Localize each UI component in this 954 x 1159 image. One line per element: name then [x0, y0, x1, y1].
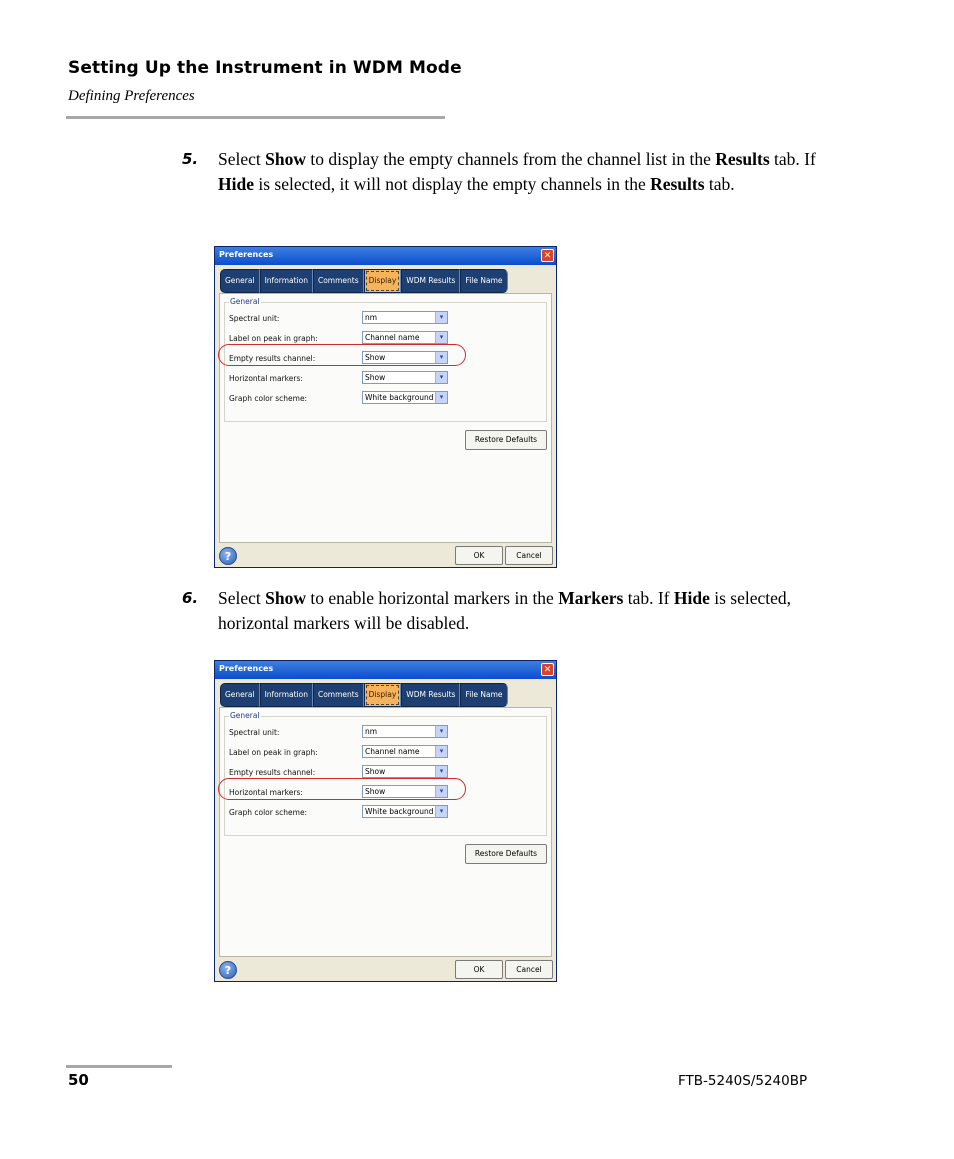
step-keyword: Show [265, 588, 306, 608]
field-label: Graph color scheme: [229, 808, 308, 817]
field-label: Graph color scheme: [229, 394, 308, 403]
chevron-down-icon[interactable]: ▾ [435, 786, 447, 797]
step-keyword: Markers [558, 588, 624, 608]
tab-information[interactable]: Information [260, 269, 313, 293]
field-label: Label on peak in graph: [229, 748, 318, 757]
chevron-down-icon[interactable]: ▾ [435, 766, 447, 777]
chevron-down-icon[interactable]: ▾ [435, 372, 447, 383]
tab-wdm-results[interactable]: WDM Results [401, 683, 460, 707]
header-rule [66, 116, 445, 119]
graph-color-scheme-row [229, 391, 451, 407]
group-label: General [230, 711, 260, 720]
help-icon[interactable]: ? [219, 961, 237, 979]
select-value: Show [365, 373, 386, 382]
tab-display[interactable]: Display [364, 683, 402, 707]
step-text: is selected, horizontal markers will be disabled. [218, 588, 792, 633]
step-keyword: Show [265, 149, 306, 169]
horizontal-markers-select[interactable] [362, 371, 448, 384]
section-subtitle: Defining Preferences [68, 88, 195, 104]
close-icon[interactable]: ✕ [541, 663, 554, 676]
label-on-peak-select[interactable] [362, 331, 448, 344]
chevron-down-icon[interactable]: ▾ [435, 806, 447, 817]
step-number: 5. [182, 150, 199, 168]
chevron-down-icon[interactable]: ▾ [435, 352, 447, 363]
product-model: FTB-5240S/5240BP [678, 1073, 808, 1089]
tab-display[interactable]: Display [364, 269, 402, 293]
label-on-peak-row [229, 745, 451, 761]
select-value: Show [365, 353, 386, 362]
field-label: Empty results channel: [229, 354, 316, 363]
select-value: nm [365, 727, 378, 736]
tab-general[interactable]: General [220, 683, 260, 707]
select-value: nm [365, 313, 378, 322]
spectral-unit-row [229, 311, 451, 327]
dialog-title: Preferences [219, 664, 274, 673]
step-text: tab. If [769, 149, 816, 169]
ok-button[interactable]: OK [455, 546, 503, 565]
spectral-unit-select[interactable] [362, 725, 448, 738]
restore-defaults-button[interactable]: Restore Defaults [465, 430, 547, 450]
chevron-down-icon[interactable]: ▾ [435, 726, 447, 737]
dialog-title-bar [215, 661, 556, 679]
preferences-dialog-screenshot-1 [214, 246, 557, 568]
chevron-down-icon[interactable]: ▾ [435, 312, 447, 323]
tab-bar [220, 269, 508, 293]
field-label: Spectral unit: [229, 314, 280, 323]
cancel-button[interactable]: Cancel [505, 546, 553, 565]
step-text: tab. [704, 174, 735, 194]
tab-comments[interactable]: Comments [313, 683, 364, 707]
dialog-title-bar [215, 247, 556, 265]
step-keyword: Hide [673, 588, 710, 608]
footer-rule [66, 1065, 172, 1068]
tab-wdm-results[interactable]: WDM Results [401, 269, 460, 293]
graph-color-scheme-select[interactable] [362, 805, 448, 818]
select-value: Channel name [365, 747, 420, 756]
label-on-peak-select[interactable] [362, 745, 448, 758]
cancel-button[interactable]: Cancel [505, 960, 553, 979]
step-text: to enable horizontal markers in the [306, 588, 559, 608]
graph-color-scheme-row [229, 805, 451, 821]
chevron-down-icon[interactable]: ▾ [435, 392, 447, 403]
spectral-unit-row [229, 725, 451, 741]
step-number: 6. [182, 589, 199, 607]
select-value: Show [365, 767, 386, 776]
dialog-title: Preferences [219, 250, 274, 259]
spectral-unit-select[interactable] [362, 311, 448, 324]
field-label: Label on peak in graph: [229, 334, 318, 343]
step-text: Select [218, 149, 266, 169]
select-value: White background [365, 393, 434, 402]
step-text: is selected, it will not display the empty channels in the [253, 174, 651, 194]
tab-file-name[interactable]: File Name [460, 683, 507, 707]
ok-button[interactable]: OK [455, 960, 503, 979]
close-icon[interactable]: ✕ [541, 249, 554, 262]
step-keyword: Results [715, 149, 770, 169]
step-keyword: Hide [218, 174, 254, 194]
horizontal-markers-row [229, 371, 451, 387]
empty-results-channel-select[interactable] [362, 765, 448, 778]
field-label: Spectral unit: [229, 728, 280, 737]
step-text: to display the empty channels from the channel list in the [306, 149, 716, 169]
tab-general[interactable]: General [220, 269, 260, 293]
display-panel [219, 293, 552, 543]
group-label: General [230, 297, 260, 306]
general-group [224, 711, 547, 836]
step-5 [182, 147, 818, 197]
step-text: Select [218, 588, 266, 608]
field-label: Horizontal markers: [229, 374, 303, 383]
field-label: Empty results channel: [229, 768, 316, 777]
tab-bar [220, 683, 508, 707]
display-panel [219, 707, 552, 957]
preferences-dialog-screenshot-2 [214, 660, 557, 982]
step-keyword: Results [650, 174, 705, 194]
step-6 [182, 586, 818, 636]
tab-information[interactable]: Information [260, 683, 313, 707]
select-value: Channel name [365, 333, 420, 342]
highlight-ellipse [218, 344, 466, 366]
select-value: Show [365, 787, 386, 796]
highlight-ellipse [218, 778, 466, 800]
graph-color-scheme-select[interactable] [362, 391, 448, 404]
page-number: 50 [68, 1071, 89, 1089]
chevron-down-icon[interactable]: ▾ [435, 332, 447, 343]
chevron-down-icon[interactable]: ▾ [435, 746, 447, 757]
chapter-title: Setting Up the Instrument in WDM Mode [68, 58, 462, 78]
restore-defaults-button[interactable]: Restore Defaults [465, 844, 547, 864]
help-icon[interactable]: ? [219, 547, 237, 565]
tab-file-name[interactable]: File Name [460, 269, 507, 293]
select-value: White background [365, 807, 434, 816]
tab-comments[interactable]: Comments [313, 269, 364, 293]
step-text: tab. If [623, 588, 674, 608]
field-label: Horizontal markers: [229, 788, 303, 797]
